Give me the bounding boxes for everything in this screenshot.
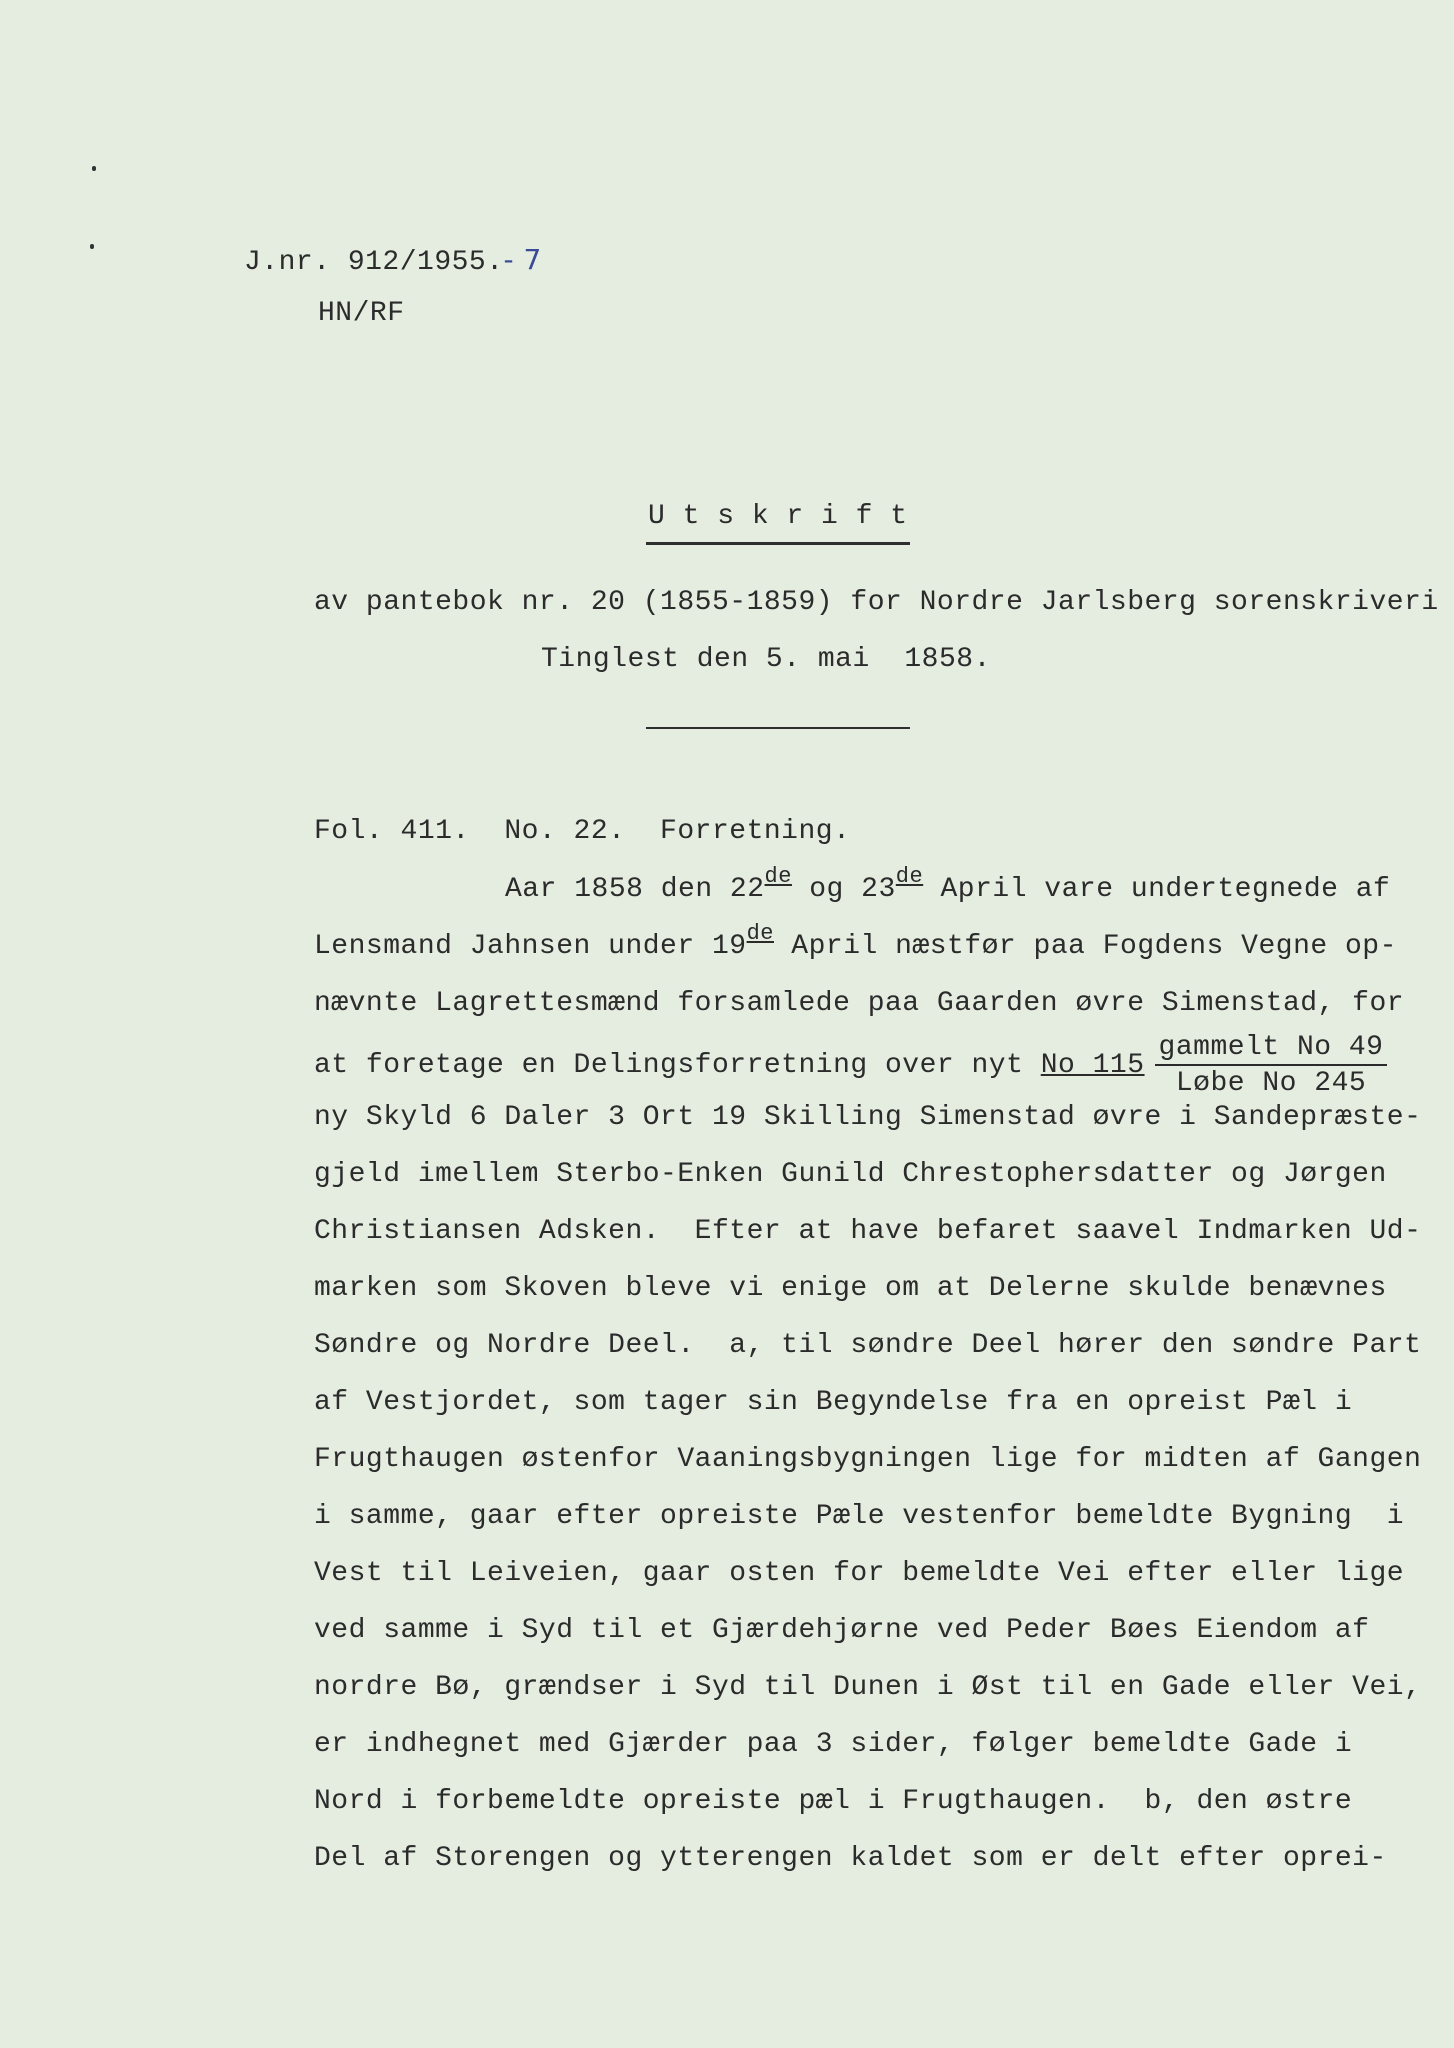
text-segment: April vare undertegnede af — [923, 874, 1391, 905]
body-line-17: Nord i forbemeldte opreiste pæl i Frugthaugen. b, den østre — [314, 1786, 1353, 1817]
margin-mark — [90, 244, 94, 249]
text-segment: Aar 1858 den 22 — [505, 874, 765, 905]
body-line-16: er indhegnet med Gjærder paa 3 sider, følger bemeldte Gade i — [314, 1729, 1353, 1760]
body-line-2 — [314, 921, 1397, 962]
body-line-13: Vest til Leiveien, gaar osten for bemeldte Vei efter eller lige — [314, 1558, 1405, 1589]
superscript: de — [895, 864, 924, 889]
superscript: de — [746, 921, 774, 946]
body-line-4 — [314, 1034, 1387, 1098]
text-segment: og 23 — [791, 874, 896, 905]
body-line-15: nordre Bø, grændser i Syd til Dunen i Øst til en Gade eller Vei, — [314, 1672, 1422, 1703]
body-line-1 — [505, 864, 1391, 905]
journal-handwritten-suffix: - 7 — [503, 243, 542, 276]
body-line-8: marken som Skoven bleve vi enige om at Delerne skulde benævnes — [314, 1273, 1387, 1304]
text-segment: Lensmand Jahnsen under 19 — [314, 931, 747, 962]
title-underline — [646, 542, 910, 545]
body-line-14: ved samme i Syd til et Gjærdehjørne ved Peder Bøes Eiendom af — [314, 1615, 1370, 1646]
journal-number: J.nr. 912/1955. — [244, 247, 504, 278]
body-line-6: gjeld imellem Sterbo-Enken Gunild Chrestophersdatter og Jørgen — [314, 1159, 1387, 1190]
fraction-numerator: gammelt No 49 — [1155, 1034, 1388, 1066]
body-line-9: Søndre og Nordre Deel. a, til søndre Deel hører den søndre Part — [314, 1330, 1422, 1361]
fraction — [1155, 1034, 1388, 1098]
initials: HN/RF — [318, 298, 405, 329]
body-line-12: i samme, gaar efter opreiste Pæle vestenfor bemeldte Bygning i — [314, 1501, 1405, 1532]
text-segment: at foretage en Delingsforretning over nyt — [314, 1050, 1041, 1081]
registration-date: Tinglest den 5. mai 1858. — [541, 644, 991, 675]
body-line-3: nævnte Lagrettesmænd forsamlede paa Gaarden øvre Simenstad, for — [314, 988, 1405, 1019]
section-divider — [646, 727, 910, 729]
body-line-18: Del af Storengen og ytterengen kaldet som er delt efter oprei- — [314, 1843, 1387, 1874]
source-line: av pantebok nr. 20 (1855-1859) for Nordre Jarlsberg sorenskriveri — [314, 587, 1439, 618]
new-number: No 115 — [1040, 1050, 1145, 1081]
text-segment: April næstfør paa Fogdens Vegne op- — [773, 931, 1397, 962]
body-line-5: ny Skyld 6 Daler 3 Ort 19 Skilling Simenstad øvre i Sandepræste- — [314, 1102, 1422, 1133]
body-line-11: Frugthaugen østenfor Vaaningsbygningen lige for midten af Gangen — [314, 1444, 1422, 1475]
body-line-7: Christiansen Adsken. Efter at have befaret saavel Indmarken Ud- — [314, 1216, 1422, 1247]
document-title: U t s k r i f t — [648, 501, 908, 532]
journal-number-line — [244, 243, 542, 278]
folio-heading: Fol. 411. No. 22. Forretning. — [314, 816, 851, 847]
body-line-10: af Vestjordet, som tager sin Begyndelse fra en opreist Pæl i — [314, 1387, 1353, 1418]
margin-mark — [92, 166, 96, 171]
fraction-denominator: Løbe No 245 — [1175, 1068, 1367, 1099]
superscript: de — [764, 864, 792, 889]
